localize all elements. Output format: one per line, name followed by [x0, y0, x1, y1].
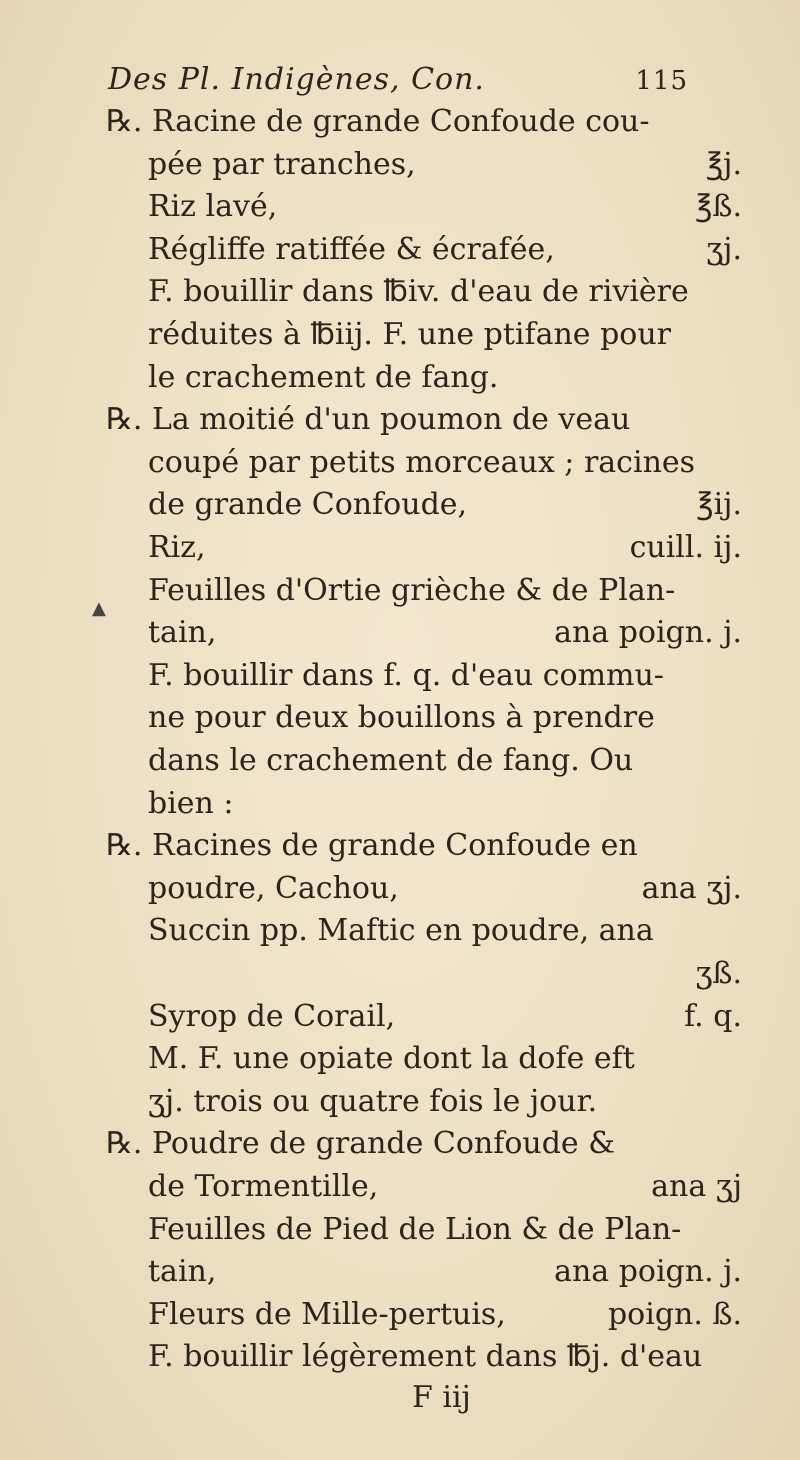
text-line	[0, 954, 800, 994]
text-line	[0, 1252, 800, 1292]
text-line	[0, 997, 800, 1037]
line-text: Fleurs de Mille-pertuis,	[148, 1296, 506, 1332]
line-text: bien :	[148, 785, 234, 821]
text-line	[0, 784, 800, 824]
line-text: ℞. Racines de grande Confoude en	[106, 828, 638, 864]
text-line	[0, 528, 800, 568]
line-quantity: ʒj.	[706, 231, 742, 267]
text-line	[0, 272, 800, 312]
line-text: ne pour deux bouillons à prendre	[148, 700, 655, 736]
text-line	[0, 145, 800, 185]
text-line	[0, 698, 800, 738]
line-text: poudre, Cachou,	[148, 870, 399, 906]
line-text: F. bouillir dans ℔iv. d'eau de rivière	[148, 274, 689, 310]
line-text: ℞. Poudre de grande Confoude &	[106, 1126, 615, 1162]
text-line	[0, 315, 800, 355]
line-text: F. bouillir dans f. q. d'eau commu-	[148, 657, 664, 693]
text-line	[0, 187, 800, 227]
line-text: M. F. une opiate dont la dofe eft	[148, 1041, 635, 1077]
line-text: de grande Confoude,	[148, 487, 468, 523]
line-text: Syrop de Corail,	[148, 998, 396, 1034]
line-quantity: ana ʒj.	[641, 870, 742, 906]
line-text: de Tormentille,	[148, 1169, 379, 1204]
text-line	[0, 230, 800, 270]
line-text: ℞. Racine de grande Confoude cou-	[106, 104, 650, 139]
line-text: tain,	[148, 615, 217, 651]
text-line	[0, 485, 800, 525]
running-header	[108, 62, 688, 106]
line-text: coupé par petits morceaux ; racines	[148, 444, 696, 480]
text-line	[0, 1210, 800, 1250]
line-quantity: ʒß.	[695, 956, 742, 991]
text-line	[0, 102, 800, 142]
text-line	[0, 571, 800, 611]
line-quantity: poign. ß.	[607, 1296, 742, 1332]
line-quantity: ana ʒj	[651, 1169, 742, 1204]
line-quantity: ℥ij.	[696, 487, 742, 523]
text-line	[0, 1337, 800, 1377]
line-text: ʒj. trois ou quatre fois le jour.	[148, 1083, 598, 1119]
line-quantity: ℥j.	[705, 146, 742, 182]
text-line	[0, 656, 800, 696]
line-text: Succin pp. Maftic en poudre, ana	[148, 913, 654, 949]
text-line	[0, 911, 800, 951]
line-text: Feuilles de Pied de Lion & de Plan-	[148, 1211, 682, 1247]
text-line	[0, 400, 800, 440]
page-number: 115	[635, 66, 688, 96]
line-text: Riz,	[148, 530, 206, 565]
text-line	[0, 826, 800, 866]
line-text: le crachement de fang.	[148, 359, 499, 395]
signature-mark: F iij	[412, 1380, 471, 1415]
line-text: Riz lavé,	[148, 189, 278, 225]
line-quantity: cuill. ij.	[629, 530, 742, 565]
line-text: dans le crachement de fang. Ou	[148, 743, 634, 778]
line-text: pée par tranches,	[148, 146, 416, 182]
margin-mark: ▲	[92, 598, 106, 619]
line-text: ℞. La moitié d'un poumon de veau	[106, 402, 631, 438]
line-text: Régliffe ratiffée & écrafée,	[148, 231, 555, 267]
text-line	[0, 613, 800, 653]
text-line	[0, 869, 800, 909]
line-quantity: ana poign. j.	[554, 1254, 742, 1290]
text-line	[0, 1082, 800, 1122]
line-text: réduites à ℔iij. F. une ptifane pour	[148, 317, 672, 352]
line-quantity: ana poign. j.	[554, 615, 742, 651]
text-line	[0, 358, 800, 398]
line-quantity: f. q.	[684, 998, 742, 1034]
text-line	[0, 443, 800, 483]
text-line	[0, 1167, 800, 1207]
line-text: Feuilles d'Ortie grièche & de Plan-	[148, 572, 676, 608]
running-title: Des Pl. Indigènes, Con.	[108, 62, 485, 97]
text-line	[0, 741, 800, 781]
line-text: tain,	[148, 1254, 217, 1290]
text-line	[0, 1124, 800, 1164]
text-line	[0, 1295, 800, 1335]
line-quantity: ℥ß.	[695, 189, 742, 225]
line-text: F. bouillir légèrement dans ℔j. d'eau	[148, 1339, 703, 1375]
text-line	[0, 1039, 800, 1079]
